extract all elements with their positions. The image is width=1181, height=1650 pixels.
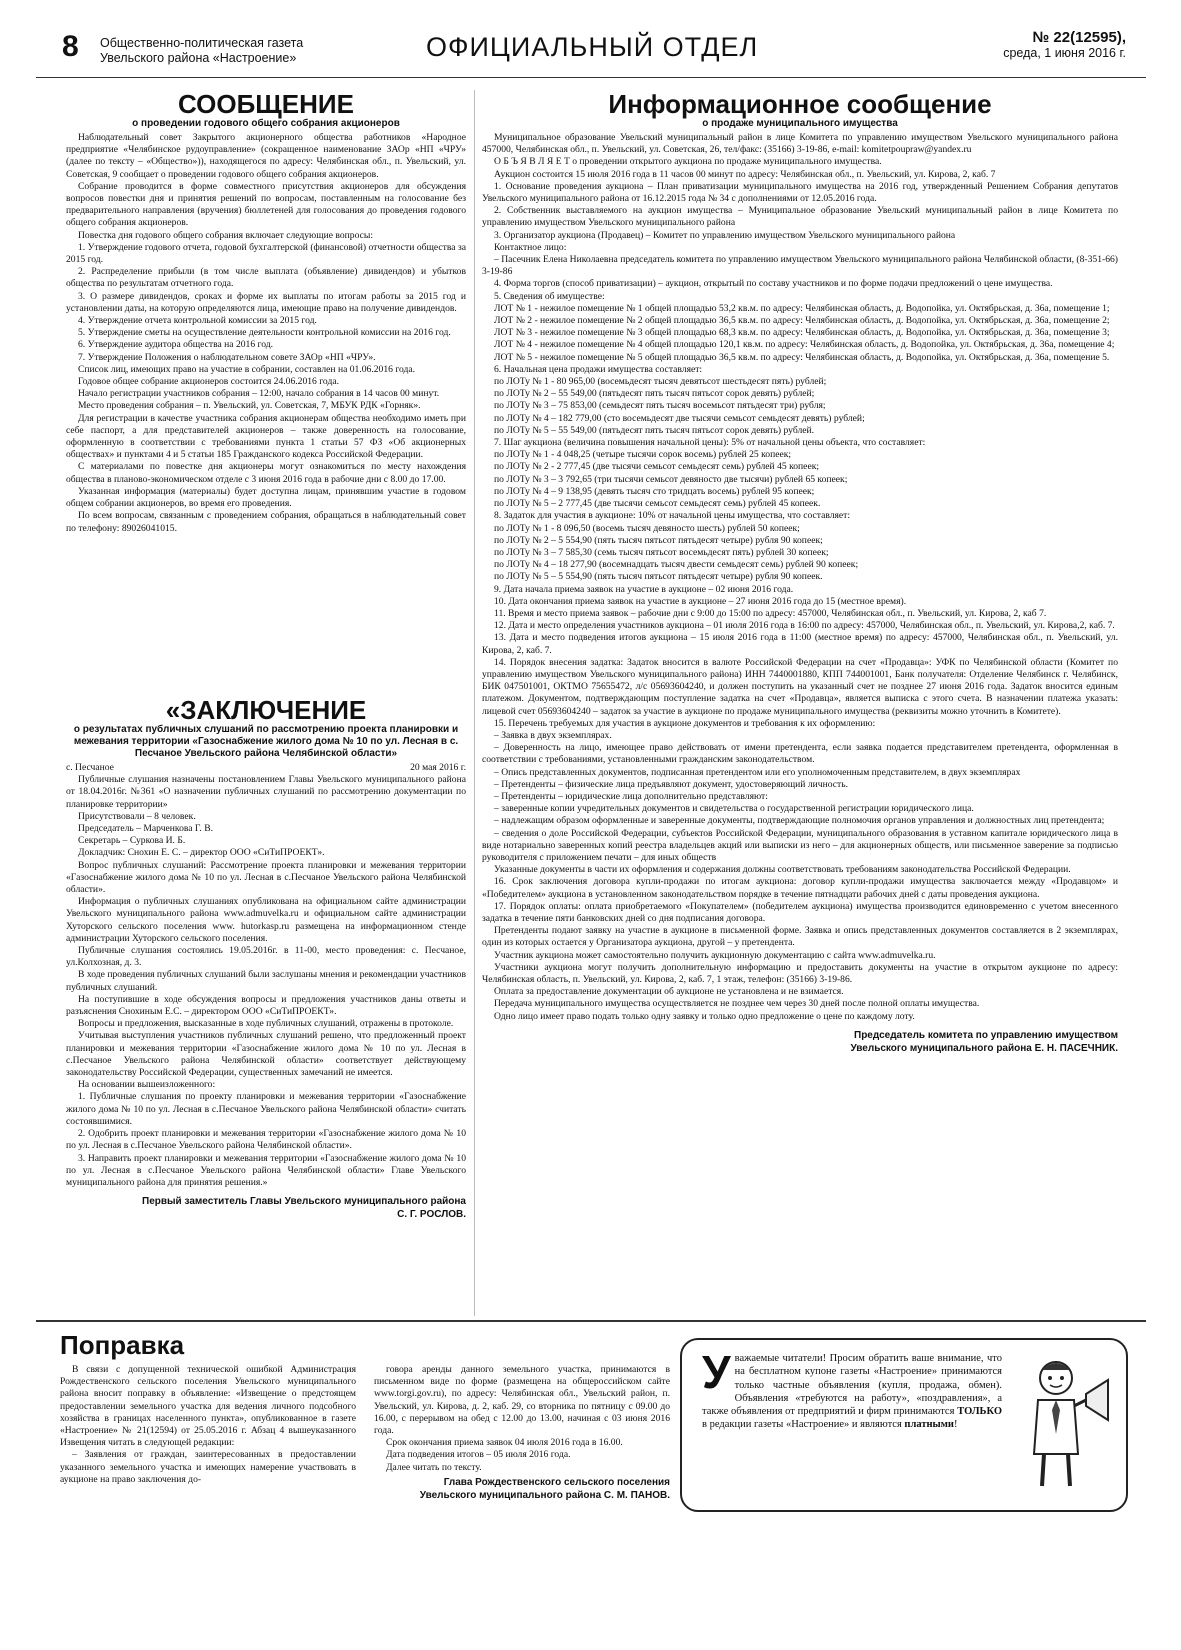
paragraph: по ЛОТу № 3 – 7 585,30 (семь тысяч пятьсот восемьдесят пять) рублей 30 копеек; (494, 546, 829, 558)
paragraph: 5. Утверждение сметы на осуществление деятельности контрольной комиссии на 2016 год. (78, 327, 451, 339)
paragraph: по ЛОТу № 2 – 5 554,90 (пять тысяч пятьсот пятьдесят четыре) рубля 90 копеек; (494, 534, 823, 546)
signature (66, 1195, 466, 1221)
signature-title: Председатель комитета по управлению имуществом (854, 1029, 1118, 1041)
article-subtitle: о проведении годового общего собрания акционеров (132, 118, 400, 129)
paragraph: по ЛОТу № 1 - 4 048,25 (четыре тысячи сорок восемь) рублей 25 копеек; (494, 449, 792, 461)
paragraph: – Пасечник Елена Николаевна председатель комитета по управлению имуществом Увельского муниципального района Челябинской области, (8-351-66) 3-19-86 (482, 254, 1118, 278)
article-title: СООБЩЕНИЕ (178, 89, 354, 119)
paragraph: Указанные документы в части их оформления и содержания должны соответствовать требованиям законодательства Российской Федерации. (494, 864, 1071, 876)
signature-title: Первый заместитель Главы Увельского муниципального района (142, 1196, 466, 1208)
paragraph: Публичные слушания назначены постановлением Главы Увельского муниципального района от 18.04.2016г. №361 «О назначении публичных слушаний по рассмотрению документации по планировке территории» (66, 774, 466, 810)
paragraph: 15. Перечень требуемых для участия в аукционе документов и требования к их оформлению: (494, 717, 876, 729)
section-title: ОФИЦИАЛЬНЫЙ ОТДЕЛ (426, 32, 759, 62)
notice-end: ! (953, 1419, 958, 1431)
paragraph: Для регистрации в качестве участника собрания акционерам общества необходимо иметь при себе паспорт, а для представителей акционеров – также доверенность на голосование, оформленную в соответствии с требованиями пункта 1 статьи 57 ФЗ «Об акционерных обществах» и пунктами 4 и 5 статьи 185 Гражданского кодекса Российской Федерации. (66, 412, 466, 461)
paragraph: 4. Утверждение отчета контрольной комиссии за 2015 год. (78, 315, 317, 327)
paragraph: 6. Начальная цена продажи имущества составляет: (494, 363, 703, 375)
megaphone-man-illustration (1016, 1354, 1112, 1494)
paragraph: Далее читать по тексту. (386, 1461, 482, 1473)
paragraph: по ЛОТу № 5 – 5 554,90 (пять тысяч пятьсот пятьдесят четыре) рубля 90 копеек. (494, 571, 823, 583)
article-column-2 (374, 1364, 670, 1502)
paragraph: Учитывая выступления участников публичных слушаний решено, что предложенный проект планировки и межевания территории «Газоснабжение жилого дома № 10 по ул. Лесная в с.Песчаное Увельского района Челябинской области» соответствует действующему законодательству Российской Федерации, существенных замечаний не имеется. (66, 1030, 466, 1079)
paragraph: по ЛОТу № 2 – 55 549,00 (пятьдесят пять тысяч пятьсот сорок девять) рублей; (494, 388, 815, 400)
paragraph: по ЛОТу № 3 – 3 792,65 (три тысячи семьсот девяносто две тысячи) рублей 65 копеек; (494, 473, 848, 485)
paragraph: – сведения о доле Российской Федерации, субъектов Российской Федерации, муниципального образования в уставном капитале юридического лица в виде нотариально заверенных копий реестра владельцев акций или выписки из него – для акционерных обществ, или письменное заверение за подписью руководителя с приложением печати – для иных обществ (482, 827, 1118, 863)
paragraph: ЛОТ № 1 - нежилое помещение № 1 общей площадью 53,2 кв.м. по адресу: Челябинская область, д. Водопойка, ул. Октябрьская, д. 36а, помещение 1; (494, 302, 1110, 314)
paragraph: – Претенденты – физические лица предъявляют документ, удостоверяющий личность. (494, 778, 848, 790)
place: с. Песчаное (66, 762, 114, 773)
paragraph: по ЛОТу № 3 – 75 853,00 (семьдесят пять тысяч восемьсот пятьдесят три) рубля; (494, 400, 826, 412)
page-number: 8 (62, 30, 79, 63)
paragraph: 4. Форма торгов (способ приватизации) – аукцион, открытый по составу участников и по форме подачи предложений о цене имущества. (494, 278, 1053, 290)
paragraph: Начало регистрации участников собрания – 12:00, начало собрания в 14 часов 00 минут. (78, 388, 440, 400)
paragraph: – Заявка в двух экземплярах. (494, 729, 612, 741)
paragraph: На поступившие в ходе обсуждения вопросы и предложения участников даны ответы и разъяснения Снохиным Е.С. – директором ООО «СиТиПРОЕКТ». (66, 993, 466, 1018)
publication-line-1: Общественно-политическая газета (100, 36, 304, 50)
paragraph: Место проведения собрания – п. Увельский, ул. Советская, 7, МБУК РДК «Горняк». (78, 400, 421, 412)
article-title: «ЗАКЛЮЧЕНИЕ (165, 695, 367, 725)
issue-info (1003, 30, 1126, 61)
publication-line-2: Увельского района «Настроение» (100, 51, 297, 65)
paragraph: Указанная информация (материалы) будет доступна лицам, принявшим участие в годовом общем собрании акционеров, во время его проведения. (66, 485, 466, 510)
paragraph: Одно лицо имеет право подать только одну заявку и только одно предложение о цене по каждому лоту. (494, 1010, 915, 1022)
readers-notice-box (680, 1338, 1128, 1512)
paragraph: 1. Основание проведения аукциона – План приватизации муниципального имущества на 2016 год, утвержденный Решением Собрания депутатов Увельского муниципального района от 16.12.2015 года № 34 с дополнениями от 12.05.2016 года. (482, 180, 1118, 205)
property-sale-notice (482, 90, 1118, 1055)
paragraph: Передача муниципального имущества осуществляется не позднее чем через 30 дней после полной оплаты имущества. (494, 998, 980, 1010)
paragraph: – Доверенность на лицо, имеющее право действовать от имени претендента, если заявка подается представителем претендента, оформленная в соответствии с требованиями, установленными гражданским законодательством. (482, 742, 1118, 766)
issue-date: среда, 1 июня 2016 г. (1003, 46, 1126, 60)
article-subtitle: о результатах публичных слушаний по рассмотрению проекта планировки и межевания территории «Газоснабжение жилого дома № 10 по ул. Лесная в с. Песчаное Увельского района Челябинской области» (73, 724, 459, 759)
correction-notice (60, 1330, 670, 1502)
shareholder-meeting-notice (66, 90, 466, 535)
paragraph: – Заявления от граждан, заинтересованных в предоставлении указанного земельного участка и имеющих намерение участвовать в аукционе на право заключения до- (60, 1449, 356, 1485)
section-divider (36, 1320, 1146, 1322)
paragraph: Претенденты подают заявку на участие в аукционе в письменной форме. Заявка и опись представленных документов составляется в 2 экземплярах, один из которых остается у Организатора аукциона, другой – у претендента. (482, 925, 1118, 949)
header-divider (36, 77, 1146, 78)
paragraph: – Опись представленных документов, подписанная претендентом или его уполномоченным представителем, в двух экземплярах (494, 766, 1021, 778)
signature (482, 1029, 1118, 1055)
paragraph: 2. Распределение прибыли (в том числе выплата (объявление) дивидендов) и убытков общества по результатам отчетного года. (66, 266, 466, 290)
paragraph: говора аренды данного земельного участка, принимаются в письменном виде по форме (размещена на общероссийском сайте www.torgi.gov.ru), по адресу: Челябинская обл., Увельский район, п. Увельский, ул. Кирова, д. 2, каб. 29, со вторника по пятницу с 09.00 до 16.00, с перерывом на обед с 12.00 до 13.00, начиная с 03 июня 2016 года. (374, 1364, 670, 1437)
paragraph: по ЛОТу № 4 – 18 277,90 (восемнадцать тысяч двести семьдесят семь) рублей 90 копеек; (494, 559, 859, 571)
paragraph: 17. Порядок оплаты: оплата приобретаемого «Покупателем» (победителем аукциона) имущества производится единовременно с учетом внесенного задатка в течение пяти банковских дней со дня подписания договора. (482, 900, 1118, 924)
date: 20 мая 2016 г. (410, 762, 466, 773)
column-divider (474, 90, 475, 1316)
paragraph: В ходе проведения публичных слушаний были заслушаны мнения и рекомендации участников публичных слушаний. (66, 969, 466, 993)
paragraph: Информация о публичных слушаниях опубликована на официальном сайте администрации Увельского муниципального района www.admuvelka.ru и официальном сайте администрации Хуторского сельского поселения www. hutorkasp.ru размещена на информационном стенде администрации Хуторского сельского поселения. (66, 896, 466, 944)
paragraph: Председатель – Марченкова Г. В. (78, 823, 213, 835)
signature-name: С. Г. РОСЛОВ. (397, 1209, 466, 1221)
article-body (66, 132, 466, 535)
paragraph: 9. Дата начала приема заявок на участие в аукционе – 02 июня 2016 года. (494, 583, 794, 595)
paragraph: Годовое общее собрание акционеров состоится 24.06.2016 года. (78, 376, 339, 388)
paragraph: Список лиц, имеющих право на участие в собрании, составлен на 01.06.2016 года. (78, 363, 416, 375)
paragraph: 8. Задаток для участия в аукционе: 10% от начальной цены имущества, что составляет: (494, 510, 851, 522)
paragraph: – Претенденты – юридические лица дополнительно представляют: (494, 790, 768, 802)
drop-cap: У (702, 1346, 731, 1398)
paragraph: Срок окончания приема заявок 04 июля 2016 года в 16.00. (386, 1437, 623, 1449)
paragraph: по ЛОТу № 5 – 55 549,00 (пятьдесят пять тысяч пятьсот сорок девять) рублей. (494, 424, 815, 436)
paragraph: ЛОТ № 2 - нежилое помещение № 2 общей площадью 36,5 кв.м. по адресу: Челябинская область, д. Водопойка, ул. Октябрьская, д. 36а, помещение 2; (494, 315, 1110, 327)
article-columns (60, 1364, 670, 1502)
public-hearings-conclusion (66, 696, 466, 1221)
paragraph: Докладчик: Снохин Е. С. – директор ООО «СиТиПРОЕКТ». (78, 847, 325, 859)
paragraph: 12. Дата и место определения участников аукциона – 01 июля 2016 года в 16:00 по адресу: 457000, Челябинская обл., п. Увельский, ул. Кирова,2, каб. 7. (494, 620, 1115, 632)
paragraph: – надлежащим образом оформленные и заверенные документы, подтверждающие полномочия органов управления и должностных лиц претендента; (494, 815, 1105, 827)
paragraph: Вопрос публичных слушаний: Рассмотрение проекта планировки и межевания территории «Газоснабжение жилого дома № 10 по ул. Лесная в с.Песчаное Увельского района Челябинской области». (66, 859, 466, 896)
paragraph: Контактное лицо: (494, 241, 567, 253)
paragraph: 1. Утверждение годового отчета, годовой бухгалтерской (финансовой) отчетности общества за 2015 год. (66, 241, 466, 266)
signature-name: Увельского муниципального района С. М. ПАНОВ. (419, 1489, 670, 1501)
paragraph: На основании вышеизложенного: (78, 1079, 216, 1091)
paragraph: по ЛОТу № 1 - 80 965,00 (восемьдесят тысяч девятьсот шестьдесят пять) рублей; (494, 376, 827, 388)
paragraph: Публичные слушания состоялись 19.05.2016г. в 11-00, место проведения: с. Песчаное, ул.Колхозная, д. 3. (66, 945, 466, 969)
paragraph: по ЛОТу № 4 – 9 138,95 (девять тысяч сто тридцать восемь) рублей 95 копеек; (494, 485, 815, 497)
notice-bold-2: платными (904, 1419, 954, 1431)
article-subtitle: о продаже муниципального имущества (702, 118, 898, 129)
paragraph: – заверенные копии учредительных документов и свидетельства о государственной регистрации юридического лица. (494, 803, 974, 815)
signature-name: Увельского муниципального района Е. Н. ПАСЕЧНИК. (850, 1042, 1118, 1054)
paragraph: Участник аукциона может самостоятельно получить аукционную документацию с сайта www.admuvelka.ru. (494, 949, 936, 961)
notice-bold-1: ТОЛЬКО (957, 1406, 1002, 1418)
publication-name (100, 36, 390, 66)
paragraph: 2. Собственник выставляемого на аукцион имущества – Муниципальное образование Увельский муниципальный район в лице Комитета по управлению имуществом Увельского муниципального района (482, 205, 1118, 229)
paragraph: 3. Направить проект планировки и межевания территории «Газоснабжение жилого дома № 10 по ул. Лесная в с.Песчаное Увельского района Челябинской области» Главе Увельского муниципального района для принятия решения.» (66, 1152, 466, 1188)
paragraph: Дата подведения итогов – 05 июля 2016 года. (386, 1449, 571, 1461)
paragraph: О Б Ъ Я В Л Я Е Т о проведении открытого аукциона по продаже муниципального имущества. (494, 156, 882, 168)
notice-text-2: в редакции газеты «Настроение» и являются (702, 1419, 902, 1431)
paragraph: 14. Порядок внесения задатка: Задаток вносится в валюте Российской Федерации на счет «Продавца»: УФК по Челябинской области (Комитет по управлению имуществом Увельского муниципального района) ИНН 7440001880, КПП 744001001, Банк получателя: Отделение Челябинск г. Челябинск, БИК 047501001, ОКТМО 75655472, л/с 05693604240, и должен поступить на указанный счет не позднее 27 июня 2016 года. Задаток вносится единым платежом. Документом, подтверждающим поступление задатка на счет «Продавца», является выписка с этого счета. В назначении платежа указать: лицевой счет 05693604240 – задаток за участие в аукционе по продаже муниципального имущества (реквизиты можно уточнить в Комитете). (482, 656, 1118, 717)
paragraph: 10. Дата окончания приема заявок на участие в аукционе – 27 июня 2016 года до 15 (местное время). (494, 595, 907, 607)
article-column-1 (60, 1364, 356, 1502)
article-body (66, 774, 466, 1189)
paragraph: По всем вопросам, связанным с проведением собрания, обращаться в наблюдательный совет по телефону: 89026041015. (66, 510, 466, 534)
place-date-line (66, 762, 466, 774)
page-header (36, 30, 1146, 74)
paragraph: ЛОТ № 4 - нежилое помещение № 4 общей площадью 120,1 кв.м. по адресу: Челябинская область, д. Водопойка, ул. Октябрьская, д. 36а, помещение 4; (494, 339, 1115, 351)
column-2-body (374, 1364, 670, 1474)
paragraph: 5. Сведения об имуществе: (494, 290, 605, 302)
paragraph: 1. Публичные слушания по проекту планировки и межевания территории «Газоснабжение жилого дома № 10 по ул. Лесная в с.Песчаное Увельского района Челябинской области» считать состоявшимися. (66, 1091, 466, 1127)
paragraph: 7. Шаг аукциона (величина повышения начальной цены): 5% от начальной цены объекта, что составляет: (494, 437, 926, 449)
paragraph: Секретарь – Суркова И. Б. (78, 835, 186, 847)
issue-number: № 22(12595), (1032, 29, 1126, 46)
paragraph: 2. Одобрить проект планировки и межевания территории «Газоснабжение жилого дома № 10 по ул. Лесная в с.Песчаное Увельского района Челябинской области». (66, 1128, 466, 1152)
paragraph: 16. Срок заключения договора купли-продажи по итогам аукциона: договор купли-продажи имущества заключается между «Продавцом» и «Победителем» аукциона в установленном законодательством порядке в течение пятнадцати рабочих дней с даты проведения аукциона. (482, 876, 1118, 900)
paragraph: 3. Организатор аукциона (Продавец) – Комитет по управлению имуществом Увельского муниципального района (494, 229, 956, 241)
paragraph: Собрание проводится в форме совместного присутствия акционеров для обсуждения вопросов повестки дня и принятия решений по вопросам, поставленным на голосование без предварительного направления (вручения) бюллетеней для голосования до проведения годового общего собрания акционеров. (66, 180, 466, 229)
article-body (482, 132, 1118, 1023)
paragraph: по ЛОТу № 1 - 8 096,50 (восемь тысяч девяносто шесть) рублей 50 копеек; (494, 522, 800, 534)
paragraph: Наблюдательный совет Закрытого акционерного общества работников «Народное предприятие «Челябинское рудоуправление» (сокращенное наименование ЗАОр «НП «ЧРУ» (далее по тексту – «Общество»)), находящегося по адресу: Челябинская обл., п. Увельский, ул. Советская, 9 сообщает о проведении годового общего собрания акционеров. (66, 132, 466, 180)
paragraph: ЛОТ № 3 - нежилое помещение № 3 общей площадью 68,3 кв.м. по адресу: Челябинская область, д. Водопойка, ул. Октябрьская, д. 36а, помещение 3; (494, 327, 1110, 339)
paragraph: Муниципальное образование Увельский муниципальный район в лице Комитета по управлению имуществом Увельского муниципального района 457000, Челябинская обл., п. Увельский, ул. Советская, 26, тел/факс: (35166) 3-19-86, e-mail: komitetpoupraw@yandex.ru (482, 132, 1118, 156)
paragraph: по ЛОТу № 4 – 182 779,00 (сто восемьдесят две тысячи семьсот семьдесят девять) рублей; (494, 412, 865, 424)
paragraph: В связи с допущенной технической ошибкой Администрация Рождественского сельского поселения Увельского муниципального района вносит поправку в объявление: «Извещение о предстоящем предоставлении земельного участка для ведения личного подсобного хозяйства в границах населенного пункта», опубликованное в газете «Настроение» № 21(12594) от 25.05.2016 г. Абзац 4 вышеуказанного Извещения читать в следующей редакции: (60, 1364, 356, 1449)
paragraph: Вопросы и предложения, высказанные в ходе публичных слушаний, отражены в протоколе. (78, 1018, 454, 1030)
paragraph: 11. Время и место приема заявок – рабочие дни с 9:00 до 15:00 по адресу: 457000, Челябинская обл., п. Увельский, ул. Кирова, 2, каб 7. (494, 607, 1047, 619)
paragraph: Повестка дня годового общего собрания включает следующие вопросы: (78, 229, 373, 241)
paragraph: 13. Дата и место подведения итогов аукциона – 15 июля 2016 года в 11:00 (местное время) по адресу: 457000, Челябинская обл., п. Увельский, ул. Кирова, 2, каб. 7. (482, 632, 1118, 656)
paragraph: 7. Утверждение Положения о наблюдательном совете ЗАОр «НП «ЧРУ». (78, 351, 376, 363)
paragraph: по ЛОТу № 2 - 2 777,45 (две тысячи семьсот семьдесят семь) рублей 45 копеек; (494, 461, 820, 473)
paragraph: 3. О размере дивидендов, сроках и форме их выплаты по итогам работы за 2015 год и установлении даты, на которую определяются лица, имеющие право на получение дивидендов. (66, 290, 466, 314)
paragraph: Оплата за предоставление документации об аукционе не установлена и не взимается. (494, 986, 844, 998)
readers-notice-text (702, 1346, 1002, 1432)
paragraph: Участники аукциона могут получить дополнительную информацию и предоставить документы на участие в открытом аукционе по адресу: Челябинская область, п. Увельский, ул. Кирова, 2, каб. 7, 1 этаж, телефон: (35166) 3-19-86. (482, 961, 1118, 986)
paragraph: ЛОТ № 5 - нежилое помещение № 5 общей площадью 36,5 кв.м. по адресу: Челябинская область, д. Водопойка, ул. Октябрьская, д. 36а, помещение 5. (494, 351, 1110, 363)
paragraph: Присутствовали – 8 человек. (78, 810, 196, 822)
notice-text-1: важаемые читатели! Просим обратить ваше внимание, что на бесплатном купоне газеты «Настроение» принимаются только частные объявления (купля, продажа, обмен). Объявления «требуются на работу», «поздравления», а также объявления от предприятий и фирм принимаются (702, 1353, 1002, 1418)
article-title: Поправка (60, 1330, 185, 1360)
paragraph: Аукцион состоится 15 июля 2016 года в 11 часов 00 минут по адресу: Челябинская обл., п. Увельский, ул. Кирова, 2, каб. 7 (494, 168, 996, 180)
signature (374, 1476, 670, 1502)
signature-title: Глава Рождественского сельского поселения (443, 1476, 670, 1488)
paragraph: по ЛОТу № 5 – 2 777,45 (две тысячи семьсот семьдесят семь) рублей 45 копеек. (494, 498, 821, 510)
paragraph: 6. Утверждение аудитора общества на 2016 год. (78, 339, 274, 351)
paragraph: С материалами по повестке дня акционеры могут ознакомиться по месту нахождения общества в планово-экономическом отделе с 3 июня 2016 года в рабочие дни с 8.00 до 17.00. (66, 461, 466, 485)
article-title: Информационное сообщение (608, 89, 992, 119)
